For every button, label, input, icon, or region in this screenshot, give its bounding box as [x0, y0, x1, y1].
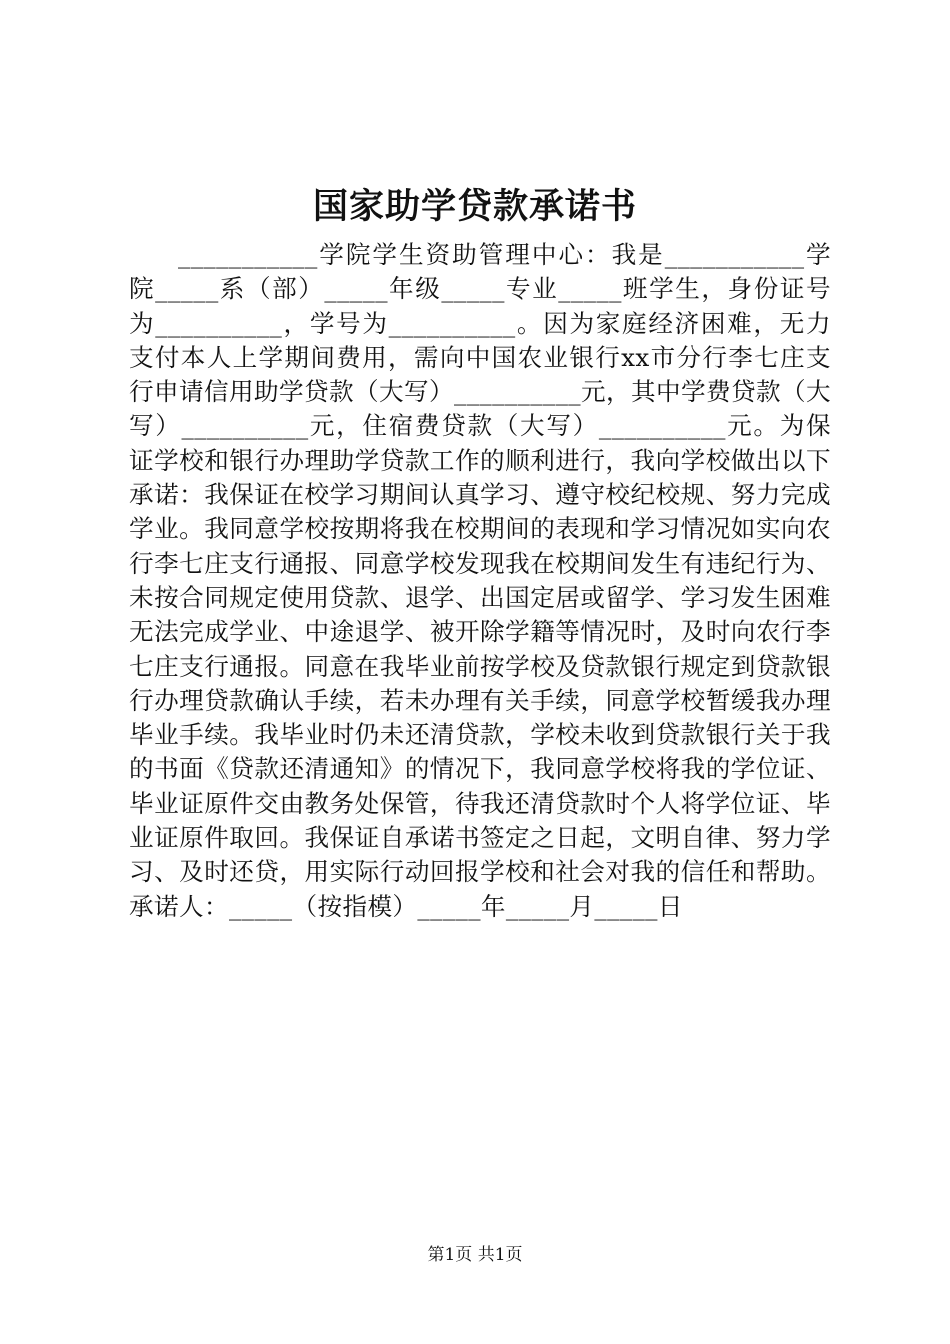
document-body: ___________学院学生资助管理中心：我是___________学院_____系（部）_____年级_____专业_____班学生，身份证号为__________，学号为__________。因为家庭经济困难，无力支付本人上学期间费用，需向中国农业银行xx市分行李七庄支行申请信用助学贷款（大写）__________元，其中学费贷款（大写）__________元，住宿费贷款（大写）__________元。为保证学校和银行办理助学贷款工作的顺利进行，我向学校做出以下承诺：我保证在校学习期间认真学习、遵守校纪校规、努力完成学业。我同意学校按期将我在校期间的表现和学习情况如实向农行李七庄支行通报、同意学校发现我在校期间发生有违纪行为、未按合同规定使用贷款、退学、出国定居或留学、学习发生困难无法完成学业、中途退学、被开除学籍等情况时，及时向农行李七庄支行通报。同意在我毕业前按学校及贷款银行规定到贷款银行办理贷款确认手续，若未办理有关手续，同意学校暂缓我办理毕业手续。我毕业时仍未还清贷款，学校未收到贷款银行关于我的书面《贷款还清通知》的情况下，我同意学校将我的学位证、毕业证原件交由教务处保管，待我还清贷款时个人将学位证、毕业证原件取回。我保证自承诺书签定之日起，文明自律、努力学习、及时还贷，用实际行动回报学校和社会对我的信任和帮助。承诺人：_____（按指模）_____年_____月_____日	[129, 240, 831, 921]
page-title: 国家助学贷款承诺书	[312, 186, 637, 227]
page-number: 第1页 共1页	[427, 1245, 523, 1265]
